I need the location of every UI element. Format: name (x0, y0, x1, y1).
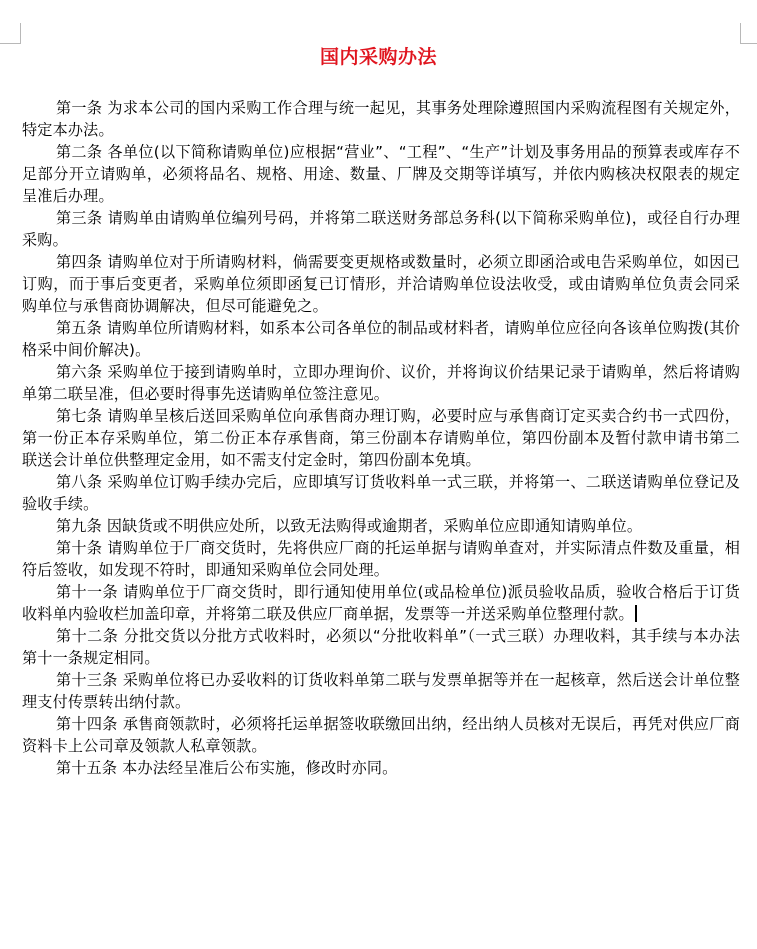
article-10: 第十条 请购单位于厂商交货时，先将供应厂商的托运单据与请购单查对，并实际清点件数及重量，相符后签收，如发现不符时，即通知采购单位会同处理。 (22, 539, 740, 579)
article-2: 第二条 各单位(以下简称请购单位)应根据“营业”、“工程”、“生产”计划及事务用品的预算表或库存不足部分开立请购单，必须将品名、规格、用途、数量、厂牌及交期等详填写，并依内购核决权限表的规定呈准后办理。 (22, 143, 740, 205)
article-5: 第五条 请购单位所请购材料，如系本公司各单位的制品或材料者，请购单位应径向各该单位购拨(其价格采中间价解决)。 (22, 319, 741, 359)
article-6: 第六条 采购单位于接到请购单时，立即办理询价、议价，并将询议价结果记录于请购单，然后将请购单第二联呈准，但必要时得事先送请购单位签注意见。 (22, 363, 740, 403)
article-3: 第三条 请购单由请购单位编列号码，并将第二联送财务部总务科(以下简称采购单位)，或径自行办理采购。 (22, 209, 740, 249)
article-13: 第十三条 采购单位将已办妥收料的订货收料单第二联与发票单据等并在一起核章，然后送会计单位整理支付传票转出纳付款。 (22, 671, 740, 711)
article-9: 第九条 因缺货或不明供应处所，以致无法购得或逾期者，采购单位应即通知请购单位。 (56, 517, 643, 535)
article-15: 第十五条 本办法经呈准后公布实施，修改时亦同。 (56, 759, 398, 777)
page-corner-mark-top-left (0, 23, 21, 44)
article-11-text: 第十一条 请购单位于厂商交货时，即行通知使用单位(或品检单位)派员验收品质，验收合格后于订货收料单内验收栏加盖印章，并将第二联及供应厂商单据，发票等一并送采购单位整理付款。 (22, 583, 740, 623)
article-14: 第十四条 承售商领款时，必须将托运单据签收联缴回出纳，经出纳人员核对无误后，再凭对供应厂商资料卡上公司章及领款人私章领款。 (22, 715, 740, 755)
article-12: 第十二条 分批交货以分批方式收料时，必须以“分批收料单”（一式三联）办理收料，其手续与本办法第十一条规定相同。 (22, 627, 740, 667)
article-4: 第四条 请购单位对于所请购材料，倘需要变更规格或数量时，必须立即函洽或电告采购单位，如因已订购，而于事后变更者，采购单位须即函复已订情形，并洽请购单位设法收受，或由请购单位负责会同采购单位与承售商协调解决，但尽可能避免之。 (22, 253, 740, 315)
article-1: 第一条 为求本公司的国内采购工作合理与统一起见，其事务处理除遵照国内采购流程图有关规定外，特定本办法。 (22, 99, 740, 139)
page-corner-mark-top-right (740, 23, 757, 44)
document-body[interactable] (22, 97, 740, 779)
article-7: 第七条 请购单呈核后送回采购单位向承售商办理订购，必要时应与承售商订定买卖合约书一式四份，第一份正本存采购单位，第二份正本存承售商，第三份副本存请购单位，第四份副本及暂付款申请书第二联送会计单位供整理定金用，如不需支付定金时，第四份副本免填。 (22, 407, 740, 469)
document-title: 国内采购办法 (319, 46, 437, 68)
article-8: 第八条 采购单位订购手续办完后，应即填写订货收料单一式三联，并将第一、二联送请购单位登记及验收手续。 (22, 473, 740, 513)
text-cursor (635, 605, 637, 622)
article-11 (22, 581, 740, 625)
